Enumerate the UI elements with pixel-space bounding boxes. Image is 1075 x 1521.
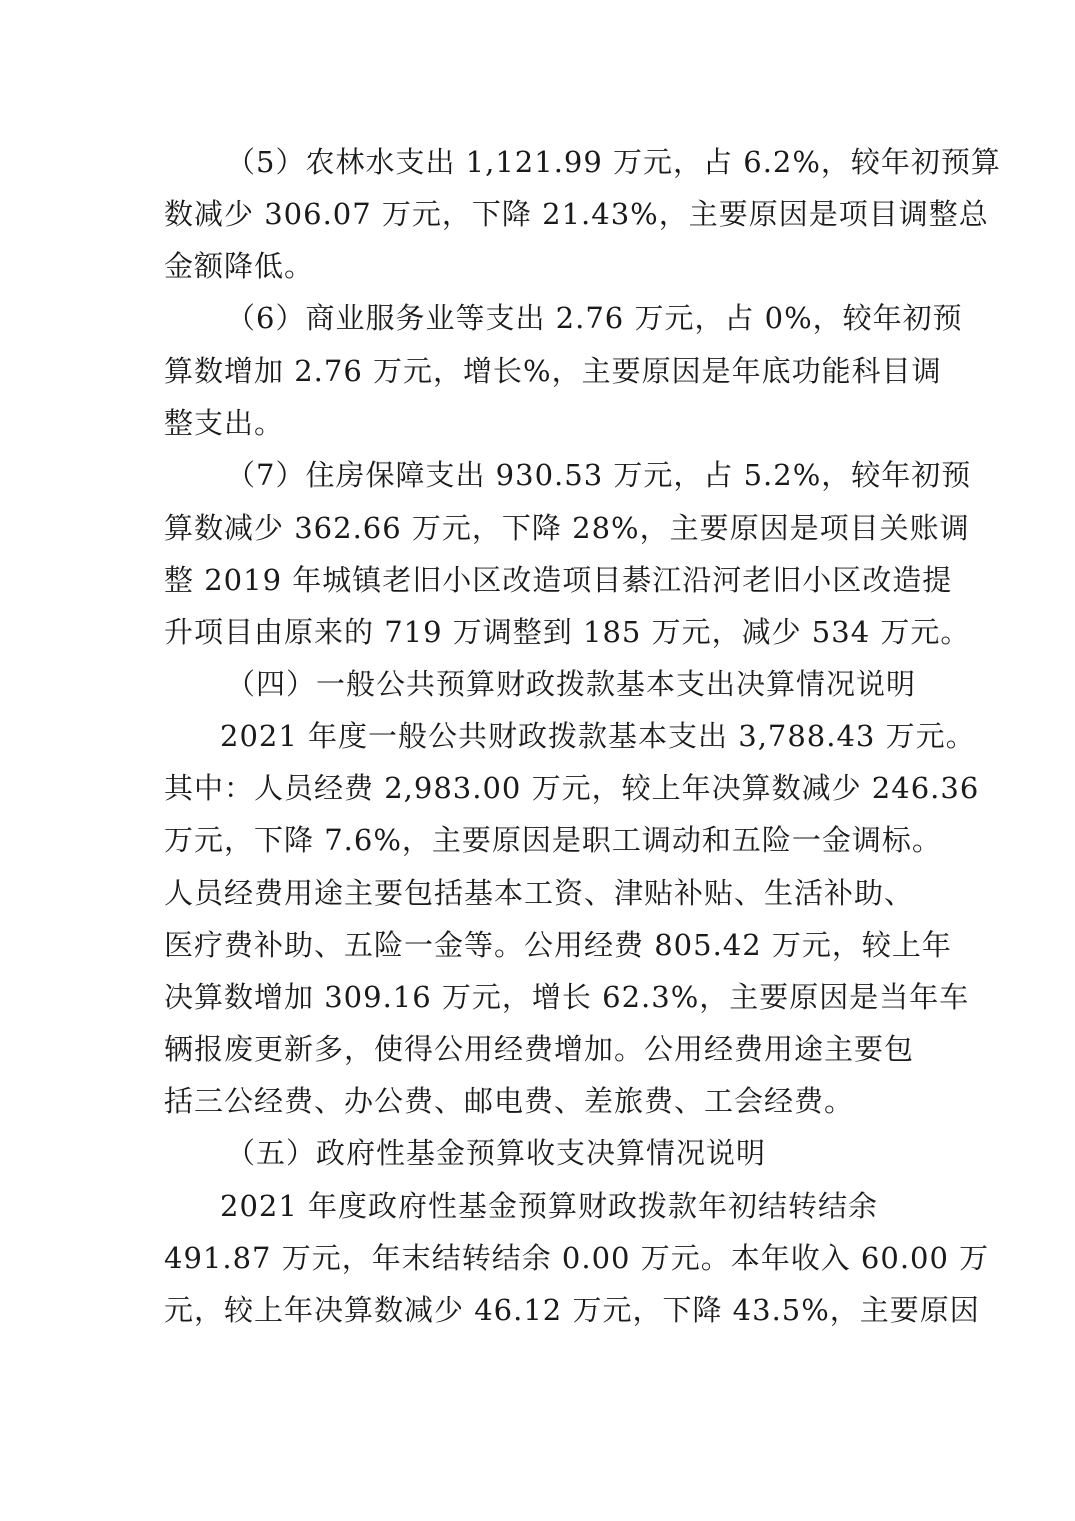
text-line: 算数增加 2.76 万元，增长%，主要原因是年底功能科目调 (164, 354, 942, 388)
section-heading: （四）一般公共预算财政拨款基本支出决算情况说明 (226, 667, 917, 701)
text-line: 2021 年度一般公共财政拨款基本支出 3,788.43 万元。 (220, 719, 976, 753)
text-line: 人员经费用途主要包括基本工资、津贴补贴、生活补助、 (164, 876, 915, 910)
text-line: 2021 年度政府性基金预算财政拨款年初结转结余 (220, 1189, 879, 1223)
text-line: 万元，下降 7.6%，主要原因是职工调动和五险一金调标。 (164, 823, 942, 857)
text-line: （7）住房保障支出 930.53 万元，占 5.2%，较年初预 (226, 458, 972, 492)
text-line: 括三公经费、办公费、邮电费、差旅费、工会经费。 (164, 1084, 855, 1118)
text-line: 辆报废更新多，使得公用经费增加。公用经费用途主要包 (164, 1032, 915, 1066)
text-line: 491.87 万元，年末结转结余 0.00 万元。本年收入 60.00 万 (164, 1241, 990, 1275)
text-line: 算数减少 362.66 万元，下降 28%，主要原因是项目关账调 (164, 511, 970, 545)
text-line: 元，较上年决算数减少 46.12 万元，下降 43.5%，主要原因 (164, 1293, 980, 1327)
section-heading: （五）政府性基金预算收支决算情况说明 (226, 1136, 767, 1170)
text-line: 金额降低。 (164, 249, 315, 283)
text-line: 医疗费补助、五险一金等。公用经费 805.42 万元，较上年 (164, 928, 952, 962)
text-line: 数减少 306.07 万元，下降 21.43%，主要原因是项目调整总 (164, 197, 989, 231)
text-line: 整 2019 年城镇老旧小区改造项目綦江沿河老旧小区改造提 (164, 563, 953, 597)
text-line: （6）商业服务业等支出 2.76 万元，占 0%，较年初预 (226, 301, 963, 335)
text-line: 升项目由原来的 719 万调整到 185 万元，减少 534 万元。 (164, 615, 971, 649)
text-line: 决算数增加 309.16 万元，增长 62.3%，主要原因是当年车 (164, 980, 970, 1014)
text-line: 其中：人员经费 2,983.00 万元，较上年决算数减少 246.36 (164, 771, 980, 805)
text-line: （5）农林水支出 1,121.99 万元，占 6.2%，较年初预算 (226, 145, 1001, 179)
text-line: 整支出。 (164, 406, 285, 440)
